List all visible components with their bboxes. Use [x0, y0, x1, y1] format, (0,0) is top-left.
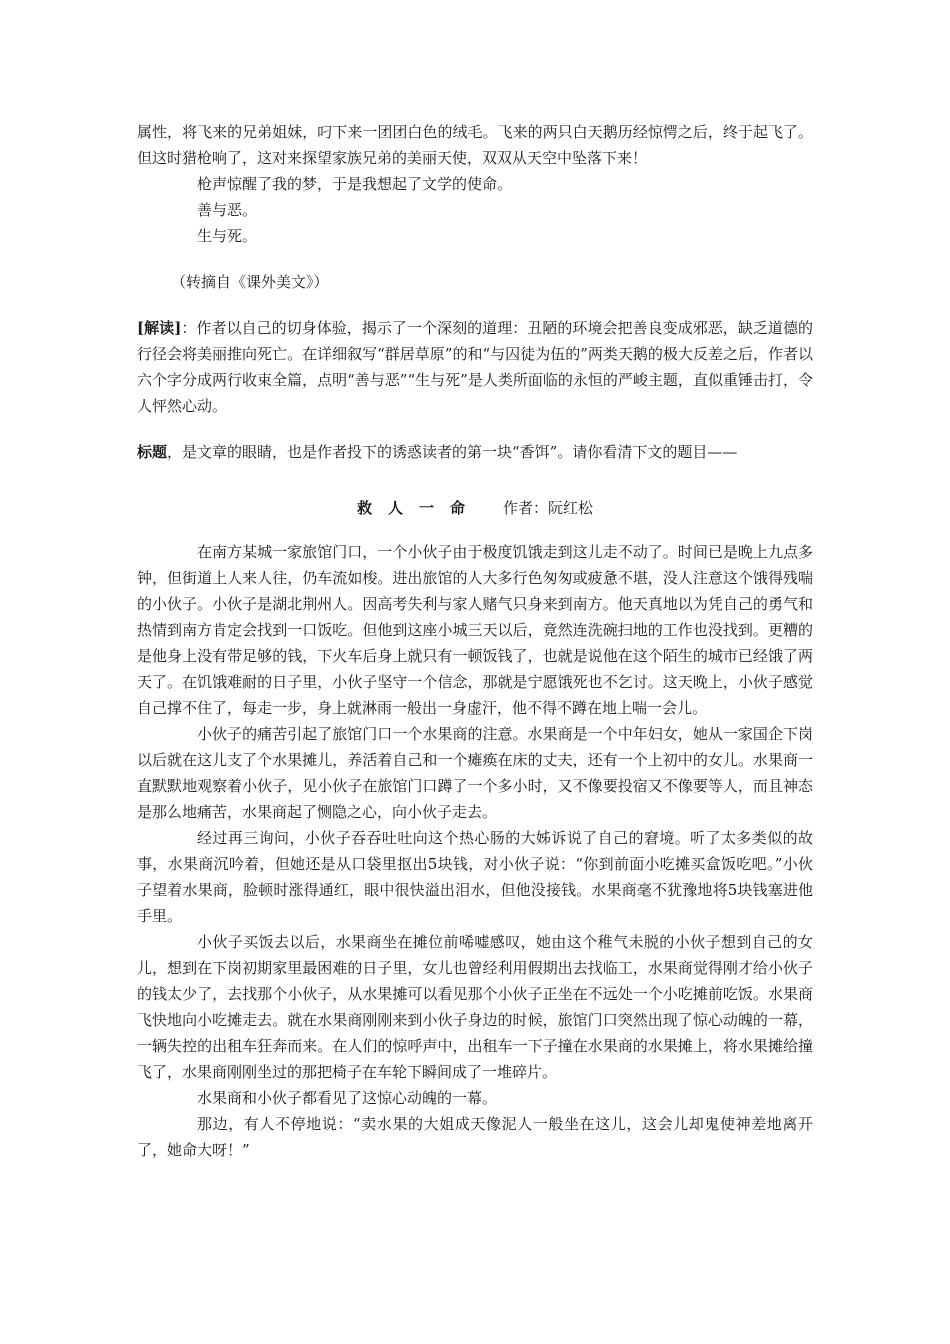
article-paragraph: 那边，有人不停地说：“卖水果的大姐成天像泥人一般坐在这儿，这会儿却鬼使神差地离开了，她命大呀！” [137, 1115, 813, 1159]
article-paragraph: 水果商和小伙子都看见了这惊心动魄的一幕。 [197, 1089, 498, 1107]
title-tip-label: 标题 [137, 443, 168, 461]
article-paragraph: 小伙子买饭去以后，水果商坐在摊位前唏嘘感叹，她由这个稚气未脱的小伙子想到自己的女儿，想到在下岗初期家里最困难的日子里，女儿也曾经利用假期出去找临工，水果商觉得刚才给小伙子的钱太少了，去找那个小伙子，从水果摊可以看见那个小伙子正坐在不远处一个小吃摊前吃饭。水果商飞快地向小吃摊走去。就在水果商刚刚来到小伙子身边的时候，旅馆门口突然出现了惊心动魄的一幕，一辆失控的出租车狂奔而来。在人们的惊呼声中，出租车一下子撞在水果商的水果摊上，将水果摊给撞飞了，水果商刚刚坐过的那把椅子在车轮下瞬间成了一堆碎片。 [137, 933, 813, 1081]
article-heading [137, 495, 813, 521]
intro-line: 生与死。 [197, 227, 258, 245]
commentary-label: [解读] [137, 319, 182, 337]
document-page [137, 119, 813, 1163]
article-paragraph: 在南方某城一家旅馆门口，一个小伙子由于极度饥饿走到这儿走不动了。时间已是晚上九点多钟，但街道上人来人往，仍车流如梭。进出旅馆的人大多行色匆匆或疲惫不堪，没人注意这个饿得残喘的小伙子。小伙子是湖北荆州人。因高考失利与家人赌气只身来到南方。他天真地以为凭自己的勇气和热情到南方肯定会找到一口饭吃。但他到这座小城三天以后，竟然连洗碗扫地的工作也没找到。更糟的是他身上没有带足够的钱，下火车后身上就只有一顿饭钱了，也就是说他在这个陌生的城市已经饿了两天了。在饥饿难耐的日子里，小伙子坚守一个信念，那就是宁愿饿死也不乞讨。这天晚上，小伙子感觉自己撑不住了，每走一步，身上就淋雨一般出一身虚汗，他不得不蹲在地上喘一会儿。 [137, 543, 813, 717]
intro-paragraph: 枪声惊醒了我的梦，于是我想起了文学的使命。 [197, 175, 513, 193]
article-paragraph: 经过再三询问，小伙子吞吞吐吐向这个热心肠的大姊诉说了自己的窘境。听了太多类似的故事，水果商沉吟着，但她还是从口袋里抠出5块钱，对小伙子说：“你到前面小吃摊买盒饭吃吧。”小伙子望着水果商，脸顿时涨得通红，眼中很快溢出泪水，但他没接钱。水果商毫不犹豫地将5块钱塞进他手里。 [137, 829, 813, 925]
commentary-paragraph [137, 315, 813, 419]
intro-paragraph: 属性，将飞来的兄弟姐妹，叼下来一团团白色的绒毛。飞来的两只白天鹅历经惊愕之后，终于起飞了。但这时猎枪响了，这对来探望家族兄弟的美丽天使，双双从天空中坠落下来！ [137, 123, 813, 167]
commentary-text: ：作者以自己的切身体验，揭示了一个深刻的道理：丑陋的环境会把善良变成邪恶，缺乏道德的行径会将美丽推向死亡。在详细叙写“群居草原”的和“与囚徒为伍的”两类天鹅的极大反差之后，作者以六个字分成两行收束全篇，点明“善与恶”“生与死”是人类所面临的永恒的严峻主题，直似重锤击打，令人怦然心动。 [137, 319, 813, 415]
title-tip-text: ，是文章的眼睛，也是作者投下的诱惑读者的第一块“香饵”。请你看清下文的题目—— [167, 443, 738, 461]
article-paragraph: 小伙子的痛苦引起了旅馆门口一个水果商的注意。水果商是一个中年妇女，她从一家国企下岗以后就在这儿支了个水果摊儿，养活着自己和一个瘫痪在床的丈夫，还有一个上初中的女儿。水果商一直默默地观察着小伙子，见小伙子在旅馆门口蹲了一个多小时，又不像要投宿又不像要等人，而且神态是那么地痛苦，水果商起了恻隐之心，向小伙子走去。 [137, 725, 813, 821]
intro-line: 善与恶。 [197, 201, 258, 219]
source-note: （转摘自《课外美文》） [171, 273, 329, 291]
title-tip-paragraph [137, 439, 813, 465]
article-title: 救人一命 [356, 499, 481, 517]
article-author: 作者：阮红松 [503, 499, 594, 517]
